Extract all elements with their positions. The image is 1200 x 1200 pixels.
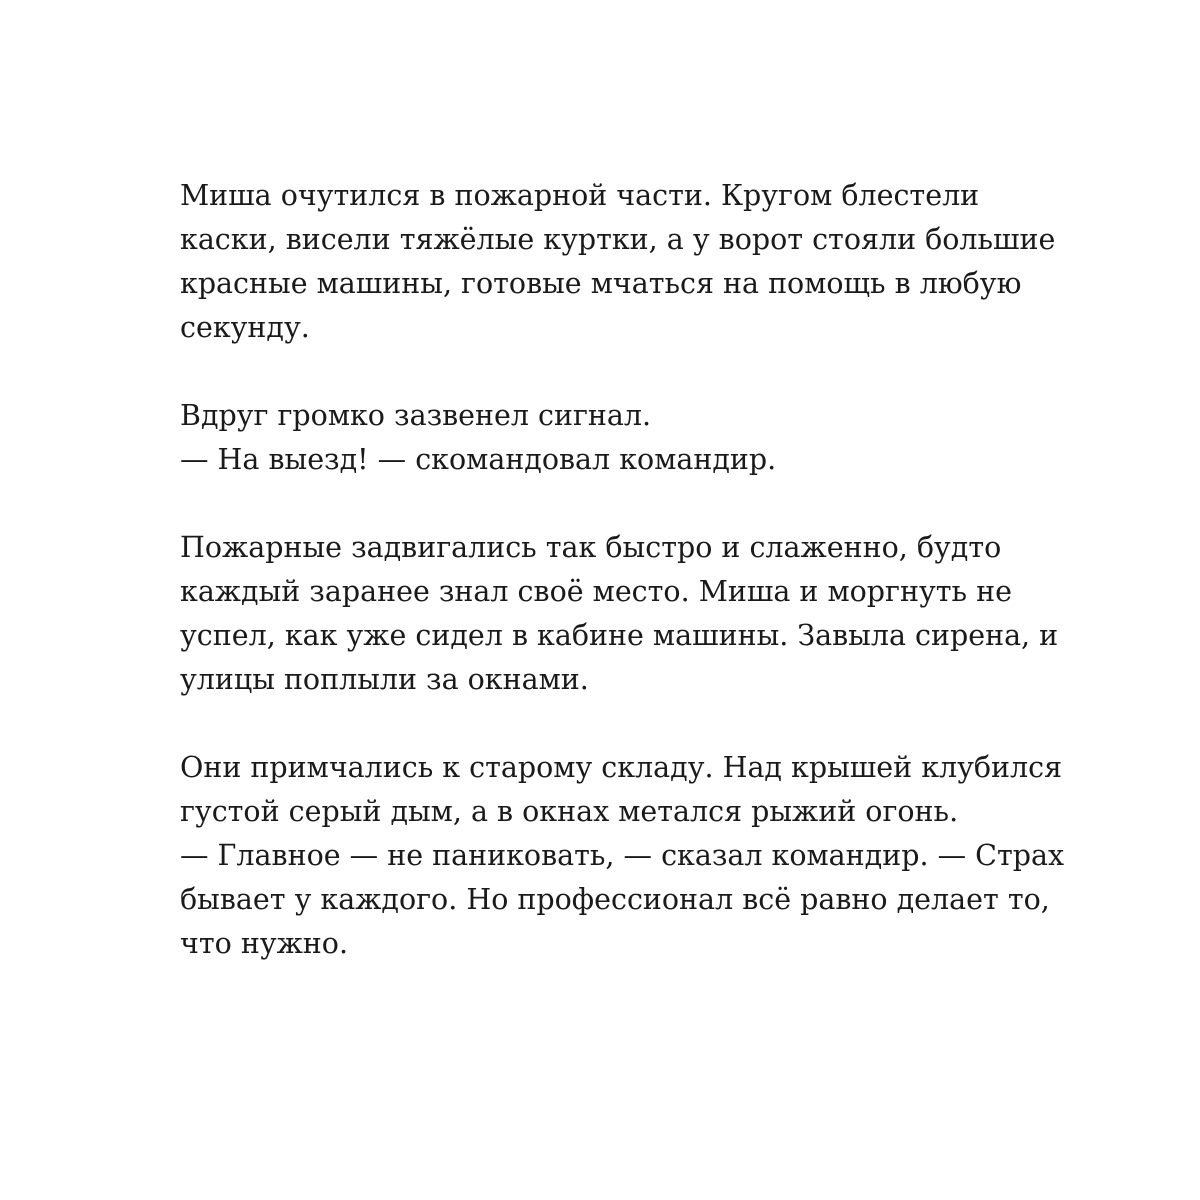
text-line: успел, как уже сидел в кабине машины. Завыла сирена, и — [180, 619, 1059, 652]
text-line: густой серый дым, а в окнах метался рыжий огонь. — [180, 795, 959, 828]
text-line: — На выезд! — скомандовал командир. — [180, 443, 777, 476]
paragraph-fire-station — [180, 174, 1080, 350]
text-line: Они примчались к старому складу. Над крышей клубился — [180, 751, 1063, 784]
story-text — [180, 174, 1080, 1010]
text-line: красные машины, готовые мчаться на помощь в любую — [180, 267, 1022, 300]
paragraph-warehouse — [180, 746, 1080, 966]
text-line: бывает у каждого. Но профессионал всё равно делает то, — [180, 883, 1050, 916]
text-line: каски, висели тяжёлые куртки, а у ворот стояли большие — [180, 223, 1056, 256]
text-line: Пожарные задвигались так быстро и слаженно, будто — [180, 531, 1002, 564]
paragraph-departure — [180, 526, 1080, 702]
text-line: улицы поплыли за окнами. — [180, 663, 589, 696]
text-line: каждый заранее знал своё место. Миша и моргнуть не — [180, 575, 1012, 608]
text-line: Миша очутился в пожарной части. Кругом блестели — [180, 179, 980, 212]
text-line: что нужно. — [180, 927, 349, 960]
text-line: Вдруг громко зазвенел сигнал. — [180, 399, 652, 432]
paragraph-alarm — [180, 394, 1080, 482]
text-line: секунду. — [180, 311, 310, 344]
text-line: — Главное — не паниковать, — сказал командир. — Страх — [180, 839, 1065, 872]
